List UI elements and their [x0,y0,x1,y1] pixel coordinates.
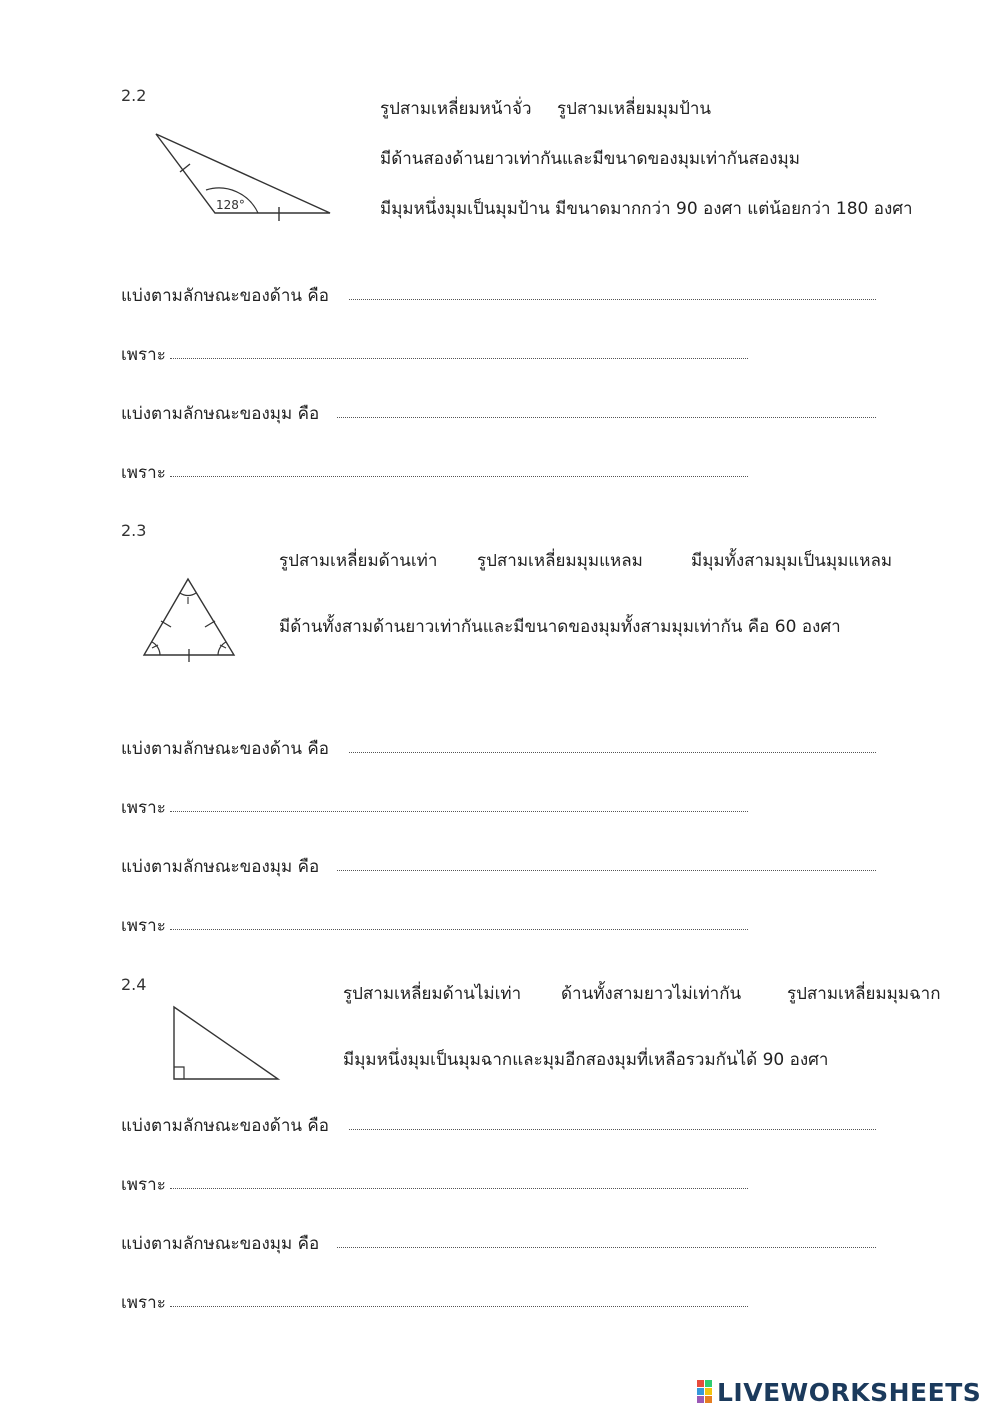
prompt-because: เพราะ [121,463,166,483]
answer-blank-because[interactable] [170,1188,748,1189]
answer-blank-because[interactable] [170,476,748,477]
answer-blank-sides[interactable] [349,1129,876,1130]
prompt-because: เพราะ [121,798,166,818]
option-unequal-sides[interactable]: ด้านทั้งสามยาวไม่เท่ากัน [561,984,742,1004]
option-equilateral[interactable]: รูปสามเหลี่ยมด้านเท่า [279,551,438,571]
answer-blank-angles[interactable] [337,1247,876,1248]
prompt-by-angles: แบ่งตามลักษณะของมุม คือ [121,857,320,877]
prompt-by-sides: แบ่งตามลักษณะของด้าน คือ [121,1116,329,1136]
option-two-equal-sides[interactable]: มีด้านสองด้านยาวเท่ากันและมีขนาดของมุมเท่ากันสองมุม [380,149,800,169]
prompt-by-sides: แบ่งตามลักษณะของด้าน คือ [121,286,329,306]
question-number: 2.4 [121,975,147,994]
equilateral-triangle-figure [140,575,240,665]
answer-blank-because[interactable] [170,811,748,812]
option-obtuse-angle-description[interactable]: มีมุมหนึ่งมุมเป็นมุมป้าน มีขนาดมากกว่า 90 องศา แต่น้อยกว่า 180 องศา [380,199,913,219]
prompt-by-sides: แบ่งตามลักษณะของด้าน คือ [121,739,329,759]
answer-blank-sides[interactable] [349,752,876,753]
option-right-angle-description[interactable]: มีมุมหนึ่งมุมเป็นมุมฉากและมุมอีกสองมุมที่เหลือรวมกันได้ 90 องศา [343,1050,829,1070]
answer-blank-angles[interactable] [337,417,876,418]
option-right[interactable]: รูปสามเหลี่ยมมุมฉาก [787,984,941,1004]
question-number: 2.2 [121,86,147,105]
brand-name: LIVEWORKSHEETS [717,1378,982,1407]
prompt-because: เพราะ [121,1175,166,1195]
option-isosceles[interactable]: รูปสามเหลี่ยมหน้าจั่ว [380,99,532,119]
prompt-because: เพราะ [121,916,166,936]
answer-blank-angles[interactable] [337,870,876,871]
angle-label: 128° [216,198,245,212]
option-equal-sides-description[interactable]: มีด้านทั้งสามด้านยาวเท่ากันและมีขนาดของมุมทั้งสามมุมเท่ากัน คือ 60 องศา [279,617,841,637]
prompt-by-angles: แบ่งตามลักษณะของมุม คือ [121,404,320,424]
answer-blank-because[interactable] [170,358,748,359]
answer-blank-because[interactable] [170,929,748,930]
option-scalene[interactable]: รูปสามเหลี่ยมด้านไม่เท่า [343,984,522,1004]
answer-blank-because[interactable] [170,1306,748,1307]
option-three-acute-angles[interactable]: มีมุมทั้งสามมุมเป็นมุมแหลม [691,551,893,571]
prompt-because: เพราะ [121,345,166,365]
obtuse-isosceles-triangle-figure [150,128,340,228]
question-number: 2.3 [121,521,147,540]
right-triangle-figure [170,1004,285,1084]
option-acute[interactable]: รูปสามเหลี่ยมมุมแหลม [477,551,643,571]
answer-blank-sides[interactable] [349,299,876,300]
prompt-because: เพราะ [121,1293,166,1313]
option-obtuse[interactable]: รูปสามเหลี่ยมมุมป้าน [557,99,712,119]
prompt-by-angles: แบ่งตามลักษณะของมุม คือ [121,1234,320,1254]
liveworksheets-logo [697,1378,992,1408]
